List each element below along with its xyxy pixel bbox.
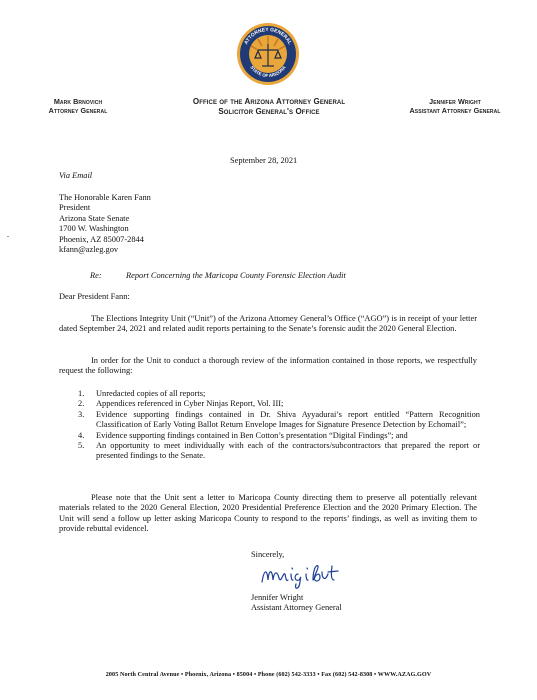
salutation: Dear President Fann: bbox=[59, 292, 130, 301]
list-text: Evidence supporting findings contained in Dr. Shiva Ayyadurai’s report entitled “Pattern Recognition Classification of Early Voting Ballot Return Envelope Images for Signature Presence Detection by Echomail”; bbox=[96, 409, 480, 430]
list-item bbox=[78, 410, 480, 431]
footer-contact: 2005 North Central Avenue • Phoenix, Arizona • 85004 • Phone (602) 542-3333 • Fax (602) 542-8308 • WWW.AZAG.GOV bbox=[105, 672, 432, 678]
request-list bbox=[78, 389, 480, 462]
recipient-address bbox=[59, 193, 151, 255]
margin-mark bbox=[7, 236, 9, 237]
list-text: An opportunity to meet individually with each of the contractors/subcontractors that prepared the report or presented findings to the Senate. bbox=[96, 441, 480, 461]
list-item bbox=[78, 441, 480, 462]
arizona-attorney-general-seal-icon bbox=[236, 22, 300, 86]
attorney-general-block bbox=[28, 97, 128, 115]
seal-text-bottom: STATE OF ARIZONA bbox=[249, 64, 287, 79]
address-line: Arizona State Senate bbox=[59, 213, 130, 223]
letter-date: September 28, 2021 bbox=[230, 156, 298, 165]
address-line: 1700 W. Washington bbox=[59, 224, 129, 234]
handwritten-signature-icon bbox=[258, 560, 378, 590]
office-name: Office of the Arizona Attorney General bbox=[192, 97, 346, 106]
assistant-ag-name: Jennifer Wright bbox=[429, 97, 481, 106]
delivery-method: Via Email bbox=[59, 171, 93, 180]
subject-line: Report Concerning the Maricopa County Forensic Election Audit bbox=[126, 271, 346, 280]
list-number: 1. bbox=[78, 389, 85, 398]
assistant-ag-title: Assistant Attorney General bbox=[409, 106, 501, 115]
re-label: Re: bbox=[90, 271, 102, 280]
list-text: Unredacted copies of all reports; bbox=[96, 389, 206, 398]
attorney-general-title: Attorney General bbox=[48, 106, 108, 115]
signer-title: Assistant Attorney General bbox=[251, 603, 342, 613]
address-line: Phoenix, AZ 85007-2844 bbox=[59, 234, 144, 244]
list-text: Evidence supporting findings contained in Ben Cotton’s presentation “Digital Findings”; and bbox=[96, 430, 408, 440]
recipient-email: kfann@azleg.gov bbox=[59, 245, 119, 255]
assistant-ag-block bbox=[395, 97, 515, 115]
office-block bbox=[160, 97, 378, 117]
seal-text-top: ATTORNEY GENERAL bbox=[243, 26, 293, 46]
office-division: Solicitor General's Office bbox=[218, 107, 320, 116]
list-item bbox=[78, 431, 480, 441]
paragraph-preservation: Please note that the Unit sent a letter to Maricopa County directing them to preserve all potentially relevant materials related to the 2020 General Election, 2020 Presidential Preference Election and the 2020 Primary Election. The Unit will send a follow up letter asking Maricopa County to respond to the reports’ findings, as well as inviting them to provide rebuttal evidencel. bbox=[59, 493, 477, 534]
list-item bbox=[78, 399, 480, 409]
list-number: 3. bbox=[78, 409, 85, 419]
list-number: 2. bbox=[78, 399, 85, 409]
closing: Sincerely, bbox=[251, 550, 285, 559]
signature-block bbox=[251, 593, 342, 614]
list-item bbox=[78, 389, 480, 399]
paragraph-receipt-text: The Elections Integrity Unit (“Unit”) of the Arizona Attorney General’s Office (“AGO”) is in receipt of your letter dated September 24, 2021 and related audit reports pertaining to the Senate’s forensic audit the 2020 General Election. bbox=[59, 314, 477, 334]
paragraph-receipt bbox=[59, 314, 477, 335]
list-number: 4. bbox=[78, 430, 85, 440]
paragraph-request: In order for the Unit to conduct a thorough review of the information contained in those reports, we respectfully request the following: bbox=[59, 356, 477, 376]
list-number: 5. bbox=[78, 441, 85, 451]
address-line: The Honorable Karen Fann bbox=[59, 193, 151, 202]
list-text: Appendices referenced in Cyber Ninjas Report, Vol. III; bbox=[96, 399, 284, 409]
attorney-general-name: Mark Brnovich bbox=[53, 97, 103, 106]
signer-name: Jennifer Wright bbox=[251, 593, 304, 602]
address-line: President bbox=[59, 203, 91, 213]
